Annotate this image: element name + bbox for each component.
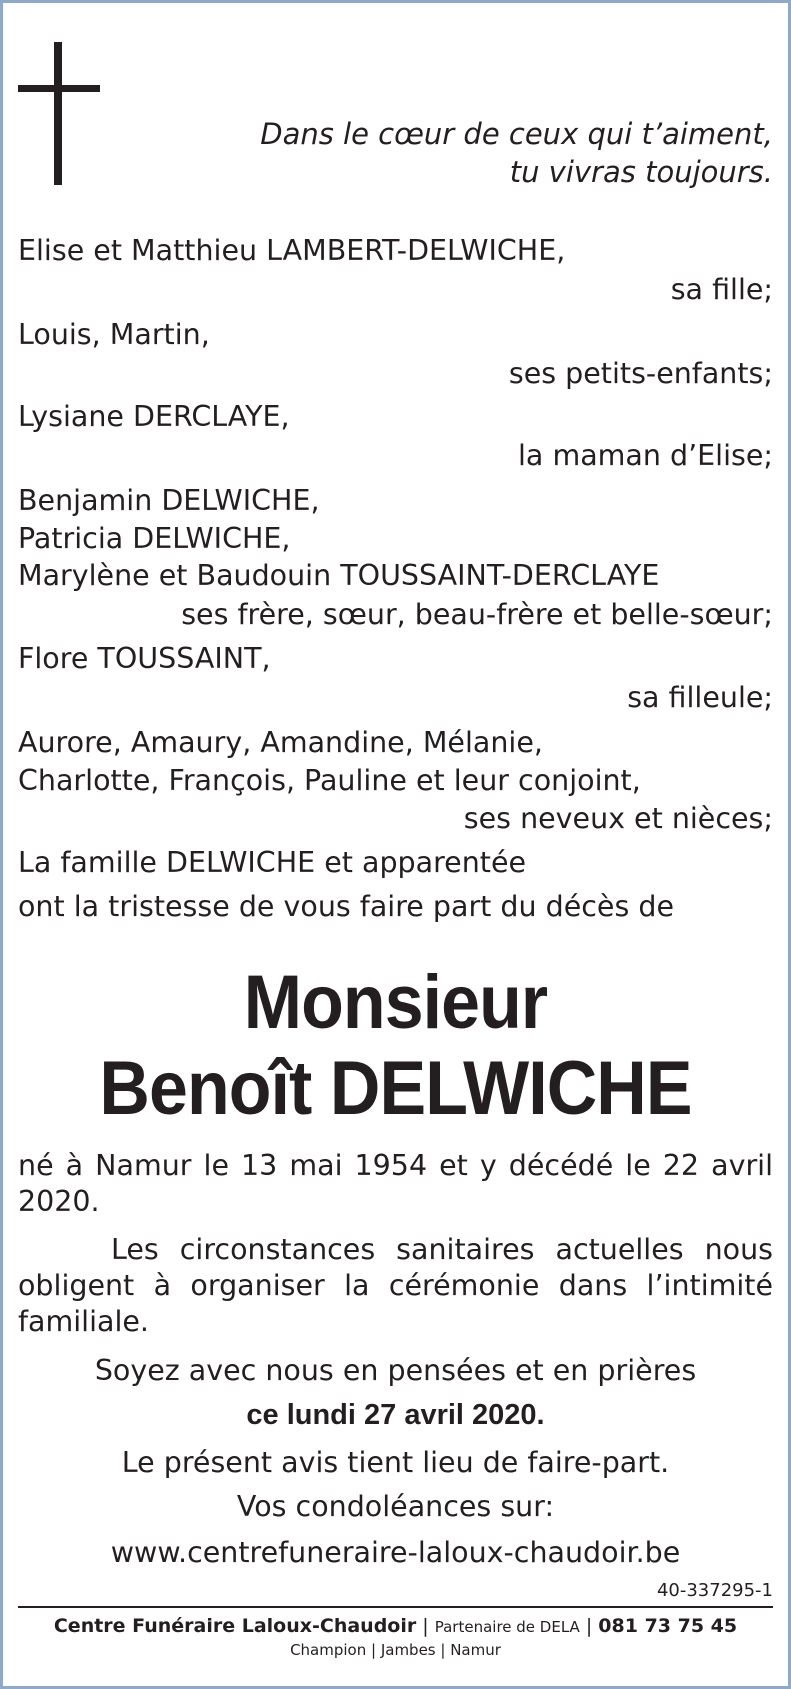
company-name: Centre Funéraire Laloux-Chaudoir <box>53 1615 417 1637</box>
deceased-title: Monsieur <box>243 960 548 1045</box>
cross-horizontal-bar <box>18 85 100 92</box>
family-relation: ses frère, sœur, beau-frère et belle-sœur; <box>181 598 773 631</box>
quote-line-1: Dans le cœur de ceux qui t’aiment, <box>260 117 773 151</box>
family-relation: sa fille; <box>670 273 773 306</box>
family-line: Louis, Martin, <box>18 318 210 351</box>
family-relation: ses neveux et nièces; <box>463 802 773 835</box>
family-line: Flore TOUSSAINT, <box>18 642 271 675</box>
epitaph-quote <box>260 115 773 191</box>
separator: | <box>585 1615 599 1637</box>
footer-locations: Champion | Jambes | Namur <box>290 1641 501 1659</box>
condolences-text: Vos condoléances sur: <box>236 1490 555 1523</box>
ceremony-date: ce lundi 27 avril 2020. <box>246 1399 545 1431</box>
family-line: Charlotte, François, Pauline et leur conjoint, <box>18 764 641 797</box>
separator: | <box>422 1615 435 1637</box>
family-line: Lysiane DERCLAYE, <box>18 400 290 433</box>
family-relation: sa filleule; <box>627 681 773 714</box>
family-line: La famille DELWICHE et apparentée <box>18 846 527 879</box>
website-link[interactable]: www.centrefuneraire-laloux-chaudoir.be <box>110 1536 681 1569</box>
family-line: Marylène et Baudouin TOUSSAINT-DERCLAYE <box>18 559 660 592</box>
deceased-name: Benoît DELWICHE <box>99 1046 692 1131</box>
family-line: Benjamin DELWICHE, <box>18 484 320 517</box>
family-line: Patricia DELWICHE, <box>18 522 291 555</box>
notice-text: Le présent avis tient lieu de faire-part. <box>121 1446 670 1479</box>
quote-line-2: tu vivras toujours. <box>509 155 773 189</box>
partner-text: Partenaire de DELA <box>434 1618 580 1636</box>
reference-number: 40-337295-1 <box>656 1580 773 1601</box>
footer-divider <box>18 1606 773 1608</box>
family-relation: la maman d’Elise; <box>518 439 773 472</box>
footer-contact <box>0 1614 791 1639</box>
phone-number[interactable]: 081 73 75 45 <box>598 1615 738 1637</box>
cross-vertical-bar <box>54 42 62 185</box>
family-line: Aurore, Amaury, Amandine, Mélanie, <box>18 726 543 759</box>
prayer-text: Soyez avec nous en pensées et en prières <box>94 1354 697 1387</box>
family-relation: ses petits-enfants; <box>508 357 773 390</box>
family-line: Elise et Matthieu LAMBERT-DELWICHE, <box>18 234 566 267</box>
birth-death-text: né à Namur le 13 mai 1954 et y décédé le 22 avril 2020. <box>18 1149 773 1218</box>
circumstances-text: Les circonstances sanitaires actuelles nous obligent à organiser la cérémonie dans l’intimité familiale. <box>18 1233 773 1338</box>
family-line: ont la tristesse de vous faire part du décès de <box>18 890 674 923</box>
